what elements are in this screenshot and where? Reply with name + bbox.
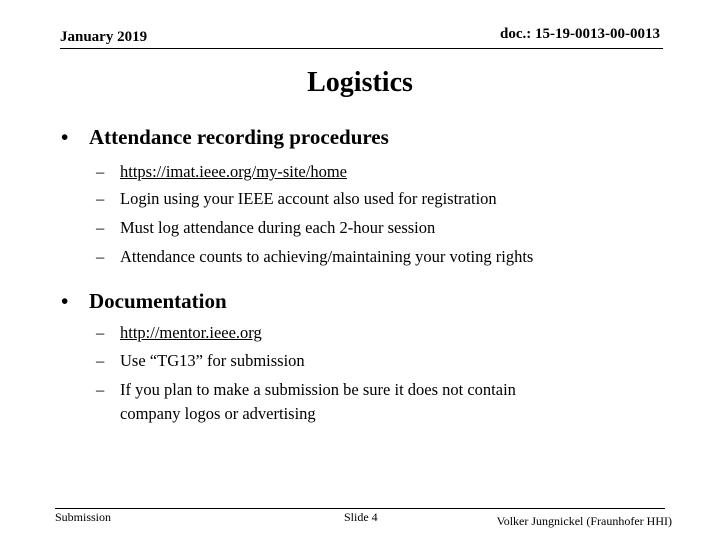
sub-item-submission-note [96, 378, 516, 402]
bullet-text: Documentation [89, 289, 227, 313]
sub-item-marker: – [96, 380, 105, 399]
slide-title: Logistics [307, 67, 413, 98]
sub-item-marker: – [96, 218, 105, 237]
mentor-link[interactable]: http://mentor.ieee.org [120, 323, 262, 342]
sub-item-marker: – [96, 162, 105, 181]
footer-author: Volker Jungnickel (Fraunhofer HHI) [496, 514, 672, 528]
sub-item-marker: – [96, 247, 105, 266]
sub-item-submission-note-continued [120, 402, 316, 426]
bullet-marker: • [61, 289, 69, 313]
sub-item-text: company logos or advertising [120, 404, 316, 423]
header-doc-id: doc.: 15-19-0013-00-0013 [500, 26, 660, 42]
header-date: January 2019 [60, 29, 148, 45]
sub-item-text: Attendance counts to achieving/maintaining your voting rights [120, 247, 534, 266]
sub-item-text: Use “TG13” for submission [120, 351, 305, 370]
sub-item-must-log [96, 216, 435, 240]
header-divider [60, 48, 663, 49]
sub-item-voting-rights [96, 245, 533, 269]
sub-item-marker: – [96, 351, 105, 370]
footer-divider [55, 508, 665, 509]
sub-item-text: Login using your IEEE account also used for registration [120, 189, 497, 208]
imat-link[interactable]: https://imat.ieee.org/my-site/home [120, 162, 347, 181]
footer-slide-number: Slide 4 [344, 510, 378, 524]
bullet-documentation [61, 289, 227, 314]
sub-item-text: Must log attendance during each 2-hour session [120, 218, 436, 237]
sub-item-marker: – [96, 323, 105, 342]
sub-item-login [96, 187, 497, 211]
bullet-marker: • [61, 125, 69, 149]
bullet-attendance [61, 125, 389, 150]
sub-item-mentor-link[interactable] [96, 321, 262, 345]
sub-item-tg13 [96, 349, 305, 373]
bullet-text: Attendance recording procedures [89, 125, 389, 149]
footer-submission: Submission [55, 510, 112, 524]
sub-item-marker: – [96, 189, 105, 208]
sub-item-text: If you plan to make a submission be sure it does not contain [120, 380, 516, 399]
sub-item-imat-link[interactable] [96, 160, 347, 184]
